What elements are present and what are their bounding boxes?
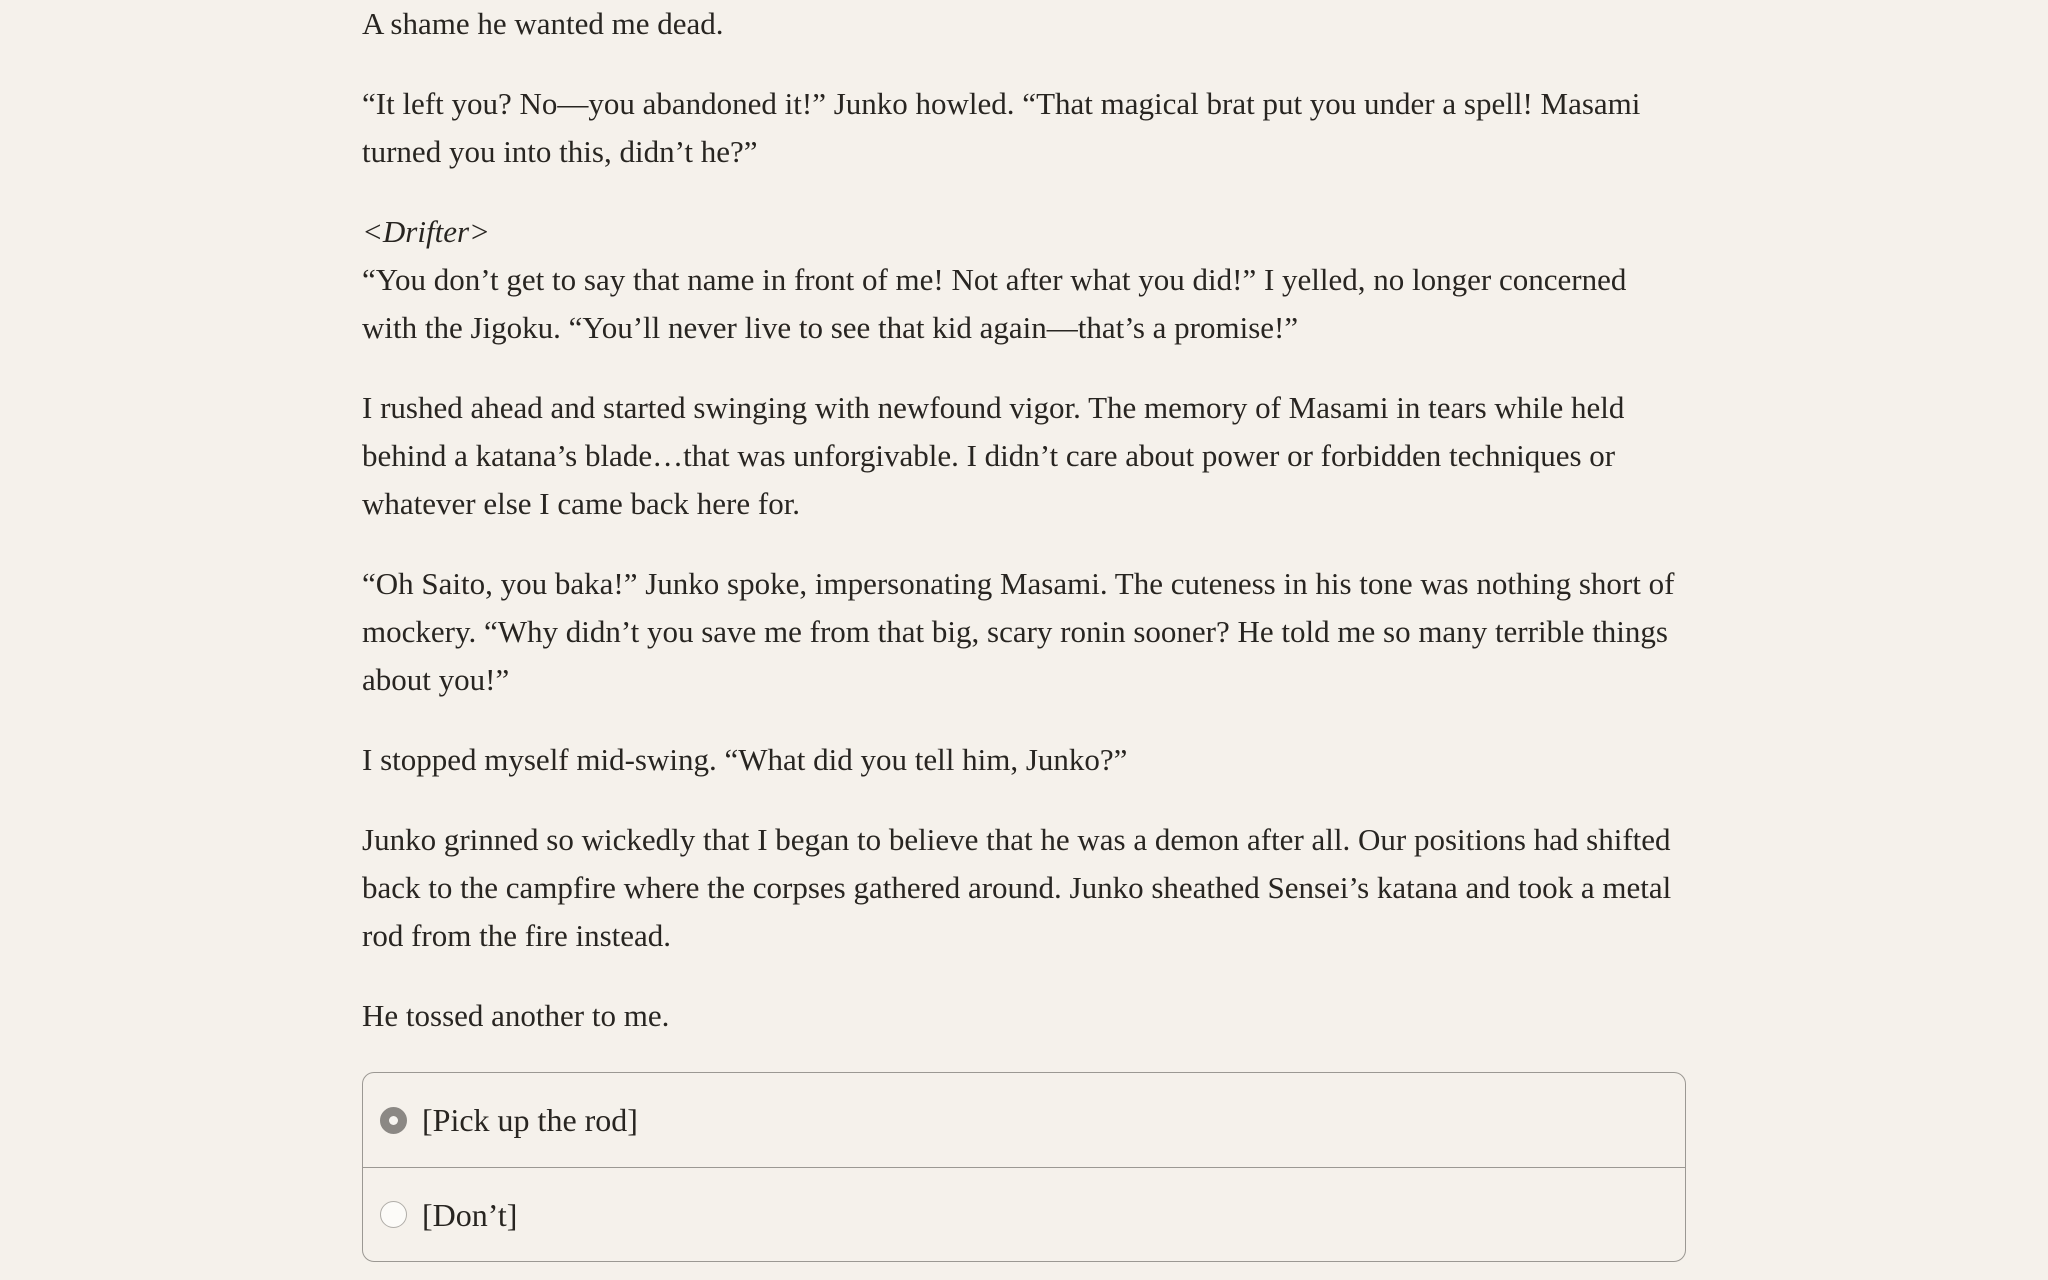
story-paragraph: He tossed another to me. [362,998,670,1033]
story-paragraph: Junko grinned so wickedly that I began to believe that he was a demon after all. Our positions had shifted back to the campfire where the corpses gathered around. Junko sheathed Sensei’s katana and took a metal rod from the fire instead. [362,822,1672,953]
story-paragraph [362,208,1686,352]
choice-label: [Pick up the rod] [422,1102,638,1138]
story-paragraph: “It left you? No—you abandoned it!” Junko howled. “That magical brat put you under a spell! Masami turned you into this, didn’t he?” [362,86,1641,169]
radio-selected-icon[interactable] [380,1107,407,1134]
story-paragraph-text: “You don’t get to say that name in front of me! Not after what you did!” I yelled, no longer concerned with the Jigoku. “You’ll never live to see that kid again—that’s a promise!” [362,262,1627,345]
choice-option-dont[interactable] [363,1167,1685,1261]
story-paragraph: I stopped myself mid-swing. “What did you tell him, Junko?” [362,742,1128,777]
speaker-name: <Drifter> [362,214,490,249]
story-paragraph: I rushed ahead and started swinging with newfound vigor. The memory of Masami in tears while held behind a katana’s blade…that was unforgivable. I didn’t care about power or forbidden techniques or whatever else I came back here for. [362,390,1625,521]
story-column [362,0,1686,1262]
radio-icon[interactable] [380,1201,407,1228]
radio-dot-icon [389,1116,398,1125]
choice-list [362,1072,1686,1262]
story-paragraph: A shame he wanted me dead. [362,6,724,41]
choice-label: [Don’t] [422,1196,518,1233]
choice-option-pick-up-the-rod[interactable] [363,1073,1685,1167]
story-paragraph: “Oh Saito, you baka!” Junko spoke, impersonating Masami. The cuteness in his tone was nothing short of mockery. “Why didn’t you save me from that big, scary ronin sooner? He told me so many terrible things about you!” [362,566,1675,697]
